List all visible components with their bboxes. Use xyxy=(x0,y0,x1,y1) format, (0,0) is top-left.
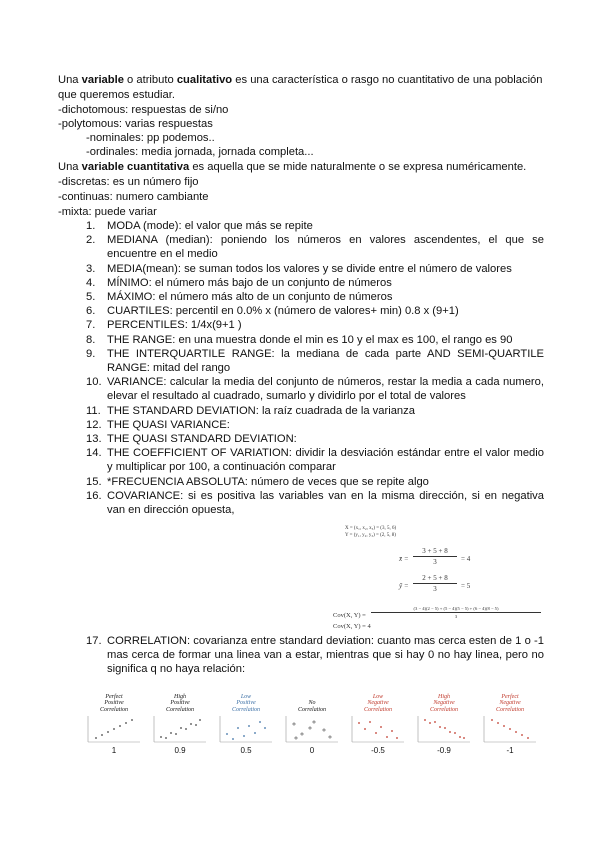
discretas-line: -discretas: es un número fijo xyxy=(58,176,199,188)
panel-high-positive: High Positive Correlation 0.9 xyxy=(150,694,210,758)
list-item: 13. THE QUASI STANDARD DEVIATION: xyxy=(86,433,297,446)
scatter-plot xyxy=(152,714,208,744)
scatter-plot xyxy=(350,714,406,744)
nominales-line: -nominales: pp podemos.. xyxy=(86,132,215,144)
ybar-fraction: 2 + 5 + 8 3 xyxy=(413,574,457,593)
correlation-examples xyxy=(84,694,544,758)
quantitative-line: Una variable cuantitativa es aquella que se mide naturalmente o se expresa numéricamente. xyxy=(58,161,527,173)
list-item: 12. THE QUASI VARIANCE: xyxy=(86,418,230,431)
list-item-correlation: 17. CORRELATION: covarianza entre standard deviation: cuanto mas cerca esten de 1 o -1 mas cerca de formar una linea van a estar, mientras que si hay 0 no hay linea, pero no significa q no haya relación: xyxy=(86,635,544,676)
correlation-value: 0 xyxy=(309,746,315,755)
xbar-fraction: 3 + 5 + 8 3 xyxy=(413,547,457,566)
correlation-value: 0.5 xyxy=(240,746,252,755)
list-item: 6. CUARTILES: percentil en 0.0% x (número de valores+ min) 0.8 x (9+1) xyxy=(86,305,459,318)
list-item: 1. MODA (mode): el valor que más se repite xyxy=(86,220,313,232)
stats-term-list xyxy=(0,219,600,517)
intro-line-1: Una variable o atributo cualitativo es una característica o rasgo no cuantitativo de una población xyxy=(58,74,543,86)
term-variable: variable xyxy=(81,74,124,86)
correlation-value: -1 xyxy=(506,746,514,755)
scatter-plot xyxy=(482,714,538,744)
cov-lhs: Cov(X, Y) = xyxy=(333,612,366,619)
xbar-lhs: x̄ = xyxy=(399,555,409,563)
y-set: Y = (y₁, y₂, y₃) = (2, 5, 8) xyxy=(345,533,396,538)
covariance-formula xyxy=(333,526,543,634)
mixta-line: -mixta: puede variar xyxy=(58,206,157,218)
scatter-plot xyxy=(284,714,340,744)
list-item: 8. THE RANGE: en una muestra donde el min es 10 y el max es 100, el rango es 90 xyxy=(86,333,513,346)
panel-perfect-negative: Perfect Negative Correlation -1 xyxy=(480,694,540,758)
list-item: 11. THE STANDARD DEVIATION: la raíz cuadrada de la varianza xyxy=(86,404,415,417)
scatter-plot xyxy=(218,714,274,744)
list-item: 14. THE COEFFICIENT OF VARIATION: dividir la desviación estándar entre el valor medio y multiplicar por 100, a continuación comparar xyxy=(86,447,544,474)
correlation-value: -0.9 xyxy=(437,746,451,755)
scatter-plot xyxy=(416,714,472,744)
dichotomous-line: -dichotomous: respuestas de si/no xyxy=(58,104,229,116)
term-cualitativo: cualitativo xyxy=(176,74,233,86)
list-item: 4. MÍNIMO: el número más bajo de un conjunto de números xyxy=(86,276,392,289)
list-item: 3. MEDIA(mean): se suman todos los valores y se divide entre el número de valores xyxy=(86,262,512,275)
ordinales-line: -ordinales: media jornada, jornada completa... xyxy=(86,146,314,158)
correlation-value: 0.9 xyxy=(174,746,186,755)
panel-perfect-positive: Perfect Positive Correlation 1 xyxy=(84,694,144,758)
xbar-result: = 4 xyxy=(461,555,471,563)
list-item: 5. MÁXIMO: el número más alto de un conjunto de números xyxy=(86,291,393,304)
term-variable-cuantitativa: variable cuantitativa xyxy=(81,161,190,173)
list-item: 15. *FRECUENCIA ABSOLUTA: número de veces que se repite algo xyxy=(86,475,429,488)
polytomous-line: -polytomous: varias respuestas xyxy=(58,118,213,130)
correlation-value: 1 xyxy=(111,746,117,755)
x-set: X = (x₁, x₂, x₃) = (3, 5, 6) xyxy=(345,526,397,531)
ybar-lhs: ȳ = xyxy=(399,582,409,590)
list-item: 16. COVARIANCE: si es positiva las variables van en la misma dirección, si en negativa van en dirección opuesta, xyxy=(86,489,544,517)
continuas-line: -continuas: numero cambiante xyxy=(58,191,209,203)
correlation-value: -0.5 xyxy=(371,746,385,755)
list-item: 2. MEDIANA (median): poniendo los números en valores ascendentes, el que se encuentre en el medio xyxy=(86,234,544,261)
list-item: 10. VARIANCE: calcular la media del conjunto de números, restar la media a cada numero, elevar el resultado al cuadrado, sumarlo y dividirlo por el total de valores xyxy=(86,376,544,403)
intro-line-2: que queremos estudiar. xyxy=(58,89,175,101)
cov-fraction: (3 − 4)(2 − 5) + (5 − 4)(5 − 5) + (6 − 4)(8 − 5) 3 xyxy=(371,606,541,619)
panel-high-negative: High Negative Correlation -0.9 xyxy=(414,694,474,758)
panel-low-negative: Low Negative Correlation -0.5 xyxy=(348,694,408,758)
panel-low-positive: Low Positive Correlation 0.5 xyxy=(216,694,276,758)
list-item: 7. PERCENTILES: 1/4x(9+1 ) xyxy=(86,319,242,332)
cov-result: Cov(X, Y) = 4 xyxy=(333,623,371,630)
ybar-result: = 5 xyxy=(461,582,471,590)
panel-no-correlation: No Correlation 0 xyxy=(282,694,342,758)
list-item: 9. THE INTERQUARTILE RANGE: la mediana de cada parte AND SEMI-QUARTILE RANGE: mitad del rango xyxy=(86,347,544,375)
scatter-plot xyxy=(86,714,142,744)
